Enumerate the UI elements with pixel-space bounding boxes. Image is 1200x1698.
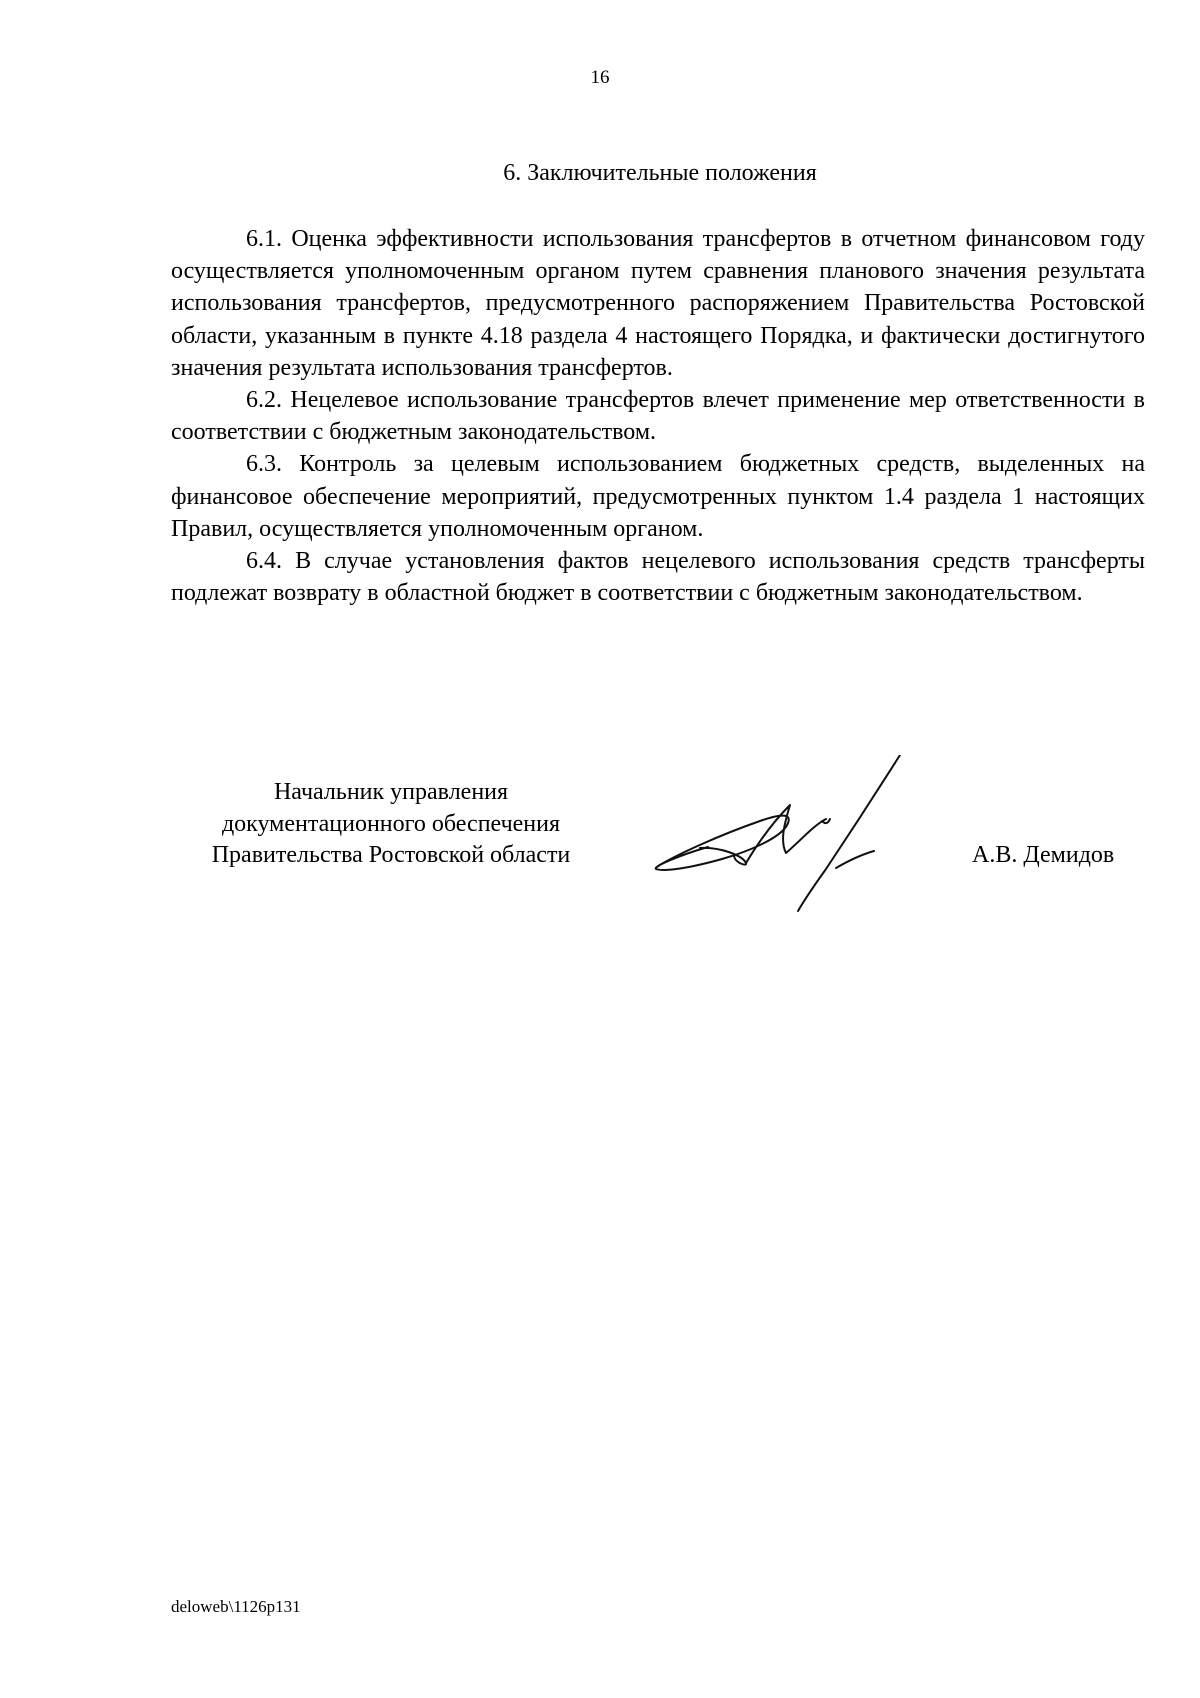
signatory-position-line: документационного обеспечения [221,810,561,837]
paragraph-6-1: 6.1. Оценка эффективности использования трансфертов в отчетном финансовом году осуществляется уполномоченным органом путем сравнения планового значения результата использования трансфертов, предусмотренного распоряжением Правительства Ростовской области, указанным в пункте 4.18 раздела 4 настоящего Порядка, и фактически достигнутого значения результата использования трансфертов. [171,226,1145,381]
document-body [171,223,1145,609]
document-code: deloweb\1126p131 [171,1597,301,1616]
paragraph-6-4: 6.4. В случае установления фактов нецелевого использования средств трансферты подлежат возврату в областной бюджет в соответствии с бюджетным законодательством. [171,548,1145,607]
section-title: 6. Заключительные положения [503,160,817,186]
page-number: 16 [590,67,610,88]
signatory-name: А.В. Демидов [972,842,1115,868]
signatory-position-line: Начальник управления [273,779,509,805]
signatory-position [171,777,611,872]
signatory-position-line: Правительства Ростовской области [211,842,571,868]
paragraph-6-3: 6.3. Контроль за целевым использованием бюджетных средств, выделенных на финансовое обеспечение мероприятий, предусмотренных пунктом 1.4 раздела 1 настоящих Правил, осуществляется уполномоченным органом. [171,451,1145,542]
paragraph-6-2: 6.2. Нецелевое использование трансфертов влечет применение мер ответственности в соответствии с бюджетным законодательством. [171,387,1145,446]
handwritten-signature [650,755,940,915]
